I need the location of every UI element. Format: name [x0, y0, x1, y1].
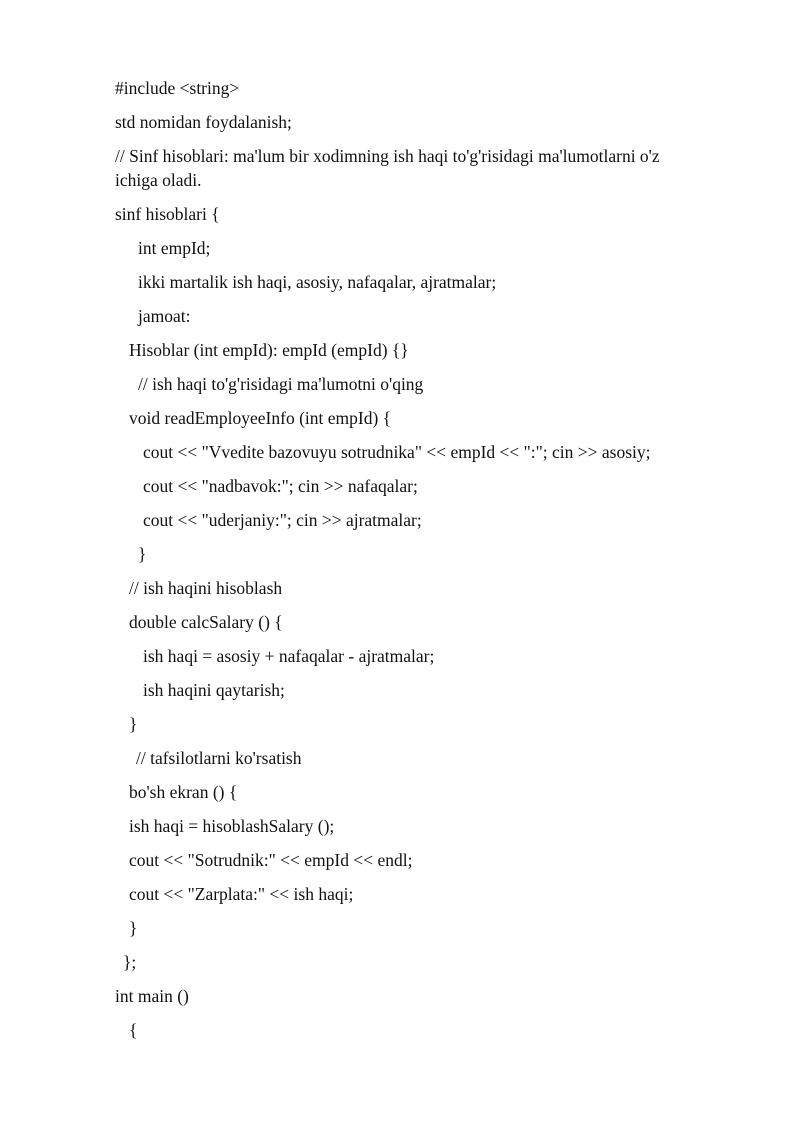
code-line-9: Hisoblar (int empId): empId (empId) {}: [129, 340, 409, 360]
code-line-13: cout << "nadbavok:"; cin >> nafaqalar;: [143, 476, 418, 496]
code-line-28: int main (): [115, 986, 189, 1006]
code-line-20: }: [129, 714, 138, 734]
code-line-27: };: [123, 952, 137, 972]
code-line-5: sinf hisoblari {: [115, 204, 220, 224]
code-line-23: ish haqi = hisoblashSalary ();: [129, 816, 335, 836]
code-line-4: ichiga oladi.: [115, 170, 202, 190]
code-line-3: // Sinf hisoblari: ma'lum bir xodimning ish haqi to'g'risidagi ma'lumotlarni o'z: [115, 146, 660, 166]
code-line-16: // ish haqini hisoblash: [129, 578, 283, 598]
code-line-26: }: [129, 918, 138, 938]
code-line-25: cout << "Zarplata:" << ish haqi;: [129, 884, 354, 904]
code-line-7: ikki martalik ish haqi, asosiy, nafaqalar, ajratmalar;: [138, 272, 497, 292]
code-line-19: ish haqini qaytarish;: [143, 680, 285, 700]
code-line-18: ish haqi = asosiy + nafaqalar - ajratmalar;: [143, 646, 435, 666]
code-line-15: }: [138, 544, 147, 564]
code-line-2: std nomidan foydalanish;: [115, 112, 292, 132]
code-line-29: {: [129, 1020, 138, 1040]
code-line-6: int empId;: [138, 238, 211, 258]
code-line-24: cout << "Sotrudnik:" << empId << endl;: [129, 850, 413, 870]
code-line-1: #include <string>: [115, 78, 240, 98]
code-line-21: // tafsilotlarni ko'rsatish: [136, 748, 302, 768]
code-line-14: cout << "uderjaniy:"; cin >> ajratmalar;: [143, 510, 422, 530]
code-line-22: bo'sh ekran () {: [129, 782, 238, 802]
code-line-11: void readEmployeeInfo (int empId) {: [129, 408, 392, 428]
code-line-8: jamoat:: [138, 306, 191, 326]
code-line-10: // ish haqi to'g'risidagi ma'lumotni o'qing: [138, 374, 424, 394]
code-line-12: cout << "Vvedite bazovuyu sotrudnika" << empId << ":"; cin >> asosiy;: [143, 442, 651, 462]
code-line-17: double calcSalary () {: [129, 612, 283, 632]
